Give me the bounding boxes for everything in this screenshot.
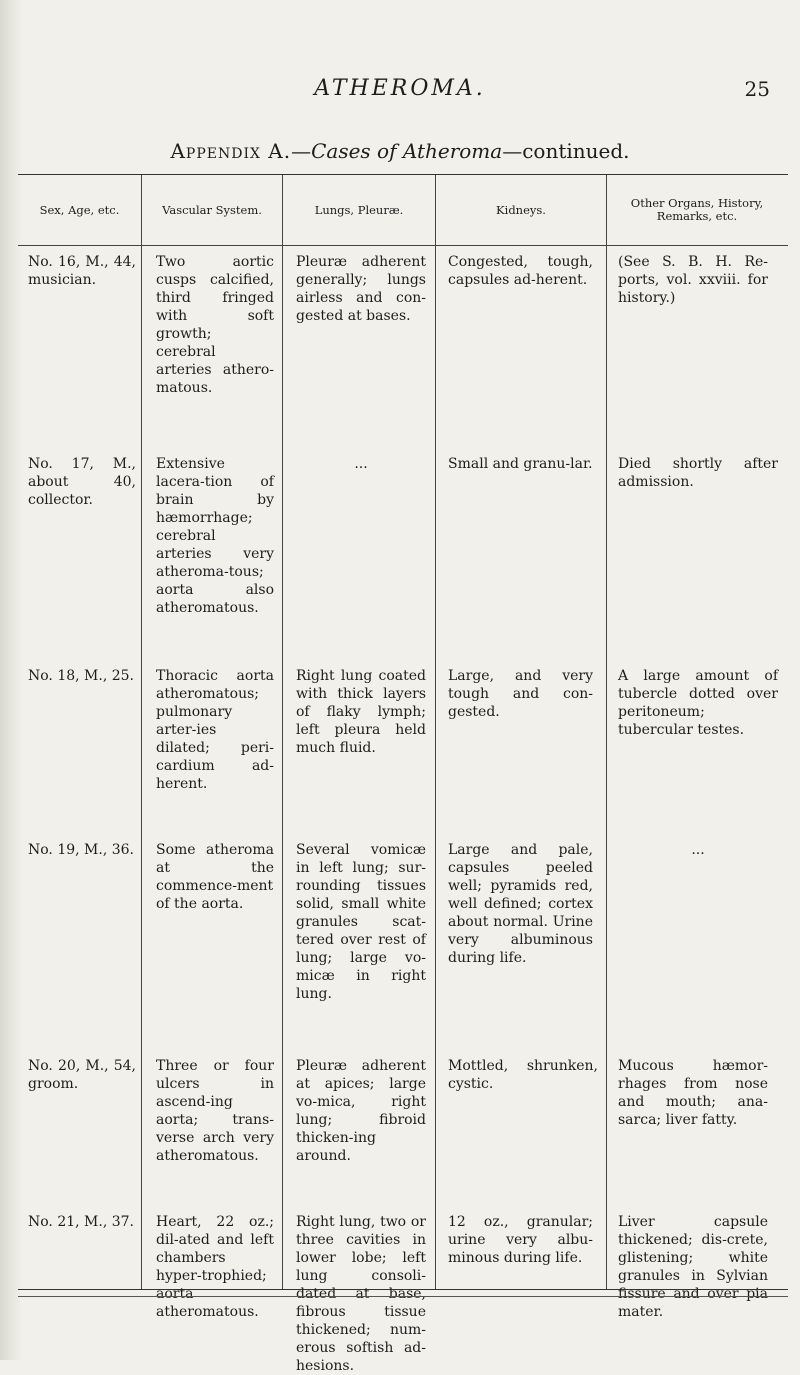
case-label: No. 16, M., 44, musician.: [28, 254, 136, 288]
header-vascular: Vascular System.: [162, 202, 262, 217]
vascular-cell: Three or four ulcers in ascend-ing aorta; trans-verse arch very atheromatous.: [156, 1058, 274, 1164]
case-label: No. 18, M., 25.: [28, 668, 134, 684]
kidneys-cell: Large, and very tough and con-gested.: [448, 668, 593, 720]
lungs-cell: Right lung coated with thick layers of flaky lymph; left pleura held much fluid.: [296, 668, 426, 756]
lungs-cell: Right lung, two or three cavities in lower lobe; left lung consoli-dated at base, fibrous tissue thickened; num-erous softish ad-hesions.: [296, 1214, 426, 1374]
column-divider: [435, 175, 436, 1289]
vascular-cell: Two aortic cusps calcified, third fringed with soft growth; cerebral arteries athero-matous.: [156, 254, 274, 396]
vascular-cell: Some atheroma at the commence-ment of the aorta.: [156, 842, 274, 912]
running-title: ATHEROMA.: [314, 76, 486, 101]
page-header: [0, 76, 800, 106]
heading-prefix: Appendix A.: [170, 139, 292, 163]
column-divider: [606, 175, 607, 1289]
lungs-cell: Several vomicæ in left lung; sur-rounding tissues solid, small white granules scat-tered over rest of lung; large vo-micæ in right lung.: [296, 842, 426, 1002]
other-cell: Died shortly after admission.: [618, 456, 778, 490]
column-divider: [141, 175, 142, 1289]
other-cell: Liver capsule thickened; dis-crete, glistening; white granules in Sylvian fissure and over pia mater.: [618, 1214, 768, 1320]
kidneys-cell: Congested, tough, capsules ad-herent.: [448, 254, 593, 288]
page-number: 25: [744, 77, 770, 101]
case-label: No. 17, M., about 40, collector.: [28, 456, 136, 508]
heading-italic: Cases of Atheroma: [311, 139, 503, 163]
kidneys-cell: Mottled, shrunken, cystic.: [448, 1058, 598, 1092]
lungs-cell: Pleuræ adherent generally; lungs airless and con-gested at bases.: [296, 254, 426, 324]
appendix-heading: [0, 139, 800, 163]
other-cell: (See S. B. H. Re-ports, vol. xxviii. for history.): [618, 254, 768, 306]
kidneys-cell: Large and pale, capsules peeled well; pyramids red, well defined; cortex about normal. Urine very albuminous during life.: [448, 842, 593, 966]
bottom-rule: [18, 1296, 788, 1297]
header-other: Other Organs, History, Remarks, etc.: [630, 196, 764, 223]
header-sex-age: Sex, Age, etc.: [39, 202, 120, 217]
vascular-cell: Heart, 22 oz.; dil-ated and left chambers hyper-trophied; aorta atheromatous.: [156, 1214, 274, 1320]
other-cell: ...: [691, 842, 705, 858]
vascular-cell: Extensive lacera-tion of brain by hæmorrhage; cerebral arteries very atheroma-tous; aorta also atheromatous.: [156, 456, 274, 616]
vascular-cell: Thoracic aorta atheromatous; pulmonary arter-ies dilated; peri-cardium ad-herent.: [156, 668, 274, 792]
header-kidneys: Kidneys.: [496, 202, 546, 217]
cases-table: [18, 174, 788, 1374]
kidneys-cell: Small and granu-lar.: [448, 456, 593, 472]
other-cell: Mucous hæmor-rhages from nose and mouth; ana-sarca; liver fatty.: [618, 1058, 768, 1128]
other-cell: A large amount of tubercle dotted over peritoneum; tubercular testes.: [618, 668, 778, 738]
case-label: No. 20, M., 54, groom.: [28, 1058, 136, 1092]
header-lungs: Lungs, Pleuræ.: [314, 202, 404, 217]
kidneys-cell: 12 oz., granular; urine very albu-minous during life.: [448, 1214, 593, 1266]
lungs-cell: ...: [354, 456, 368, 472]
header-rule: [18, 245, 788, 246]
case-label: No. 21, M., 37.: [28, 1214, 134, 1230]
case-label: No. 19, M., 36.: [28, 842, 134, 858]
heading-suffix: —continued.: [502, 139, 630, 163]
lungs-cell: Pleuræ adherent at apices; large vo-mica, right lung; fibroid thicken-ing around.: [296, 1058, 426, 1164]
heading-dash: —: [291, 139, 312, 163]
column-divider: [282, 175, 283, 1289]
